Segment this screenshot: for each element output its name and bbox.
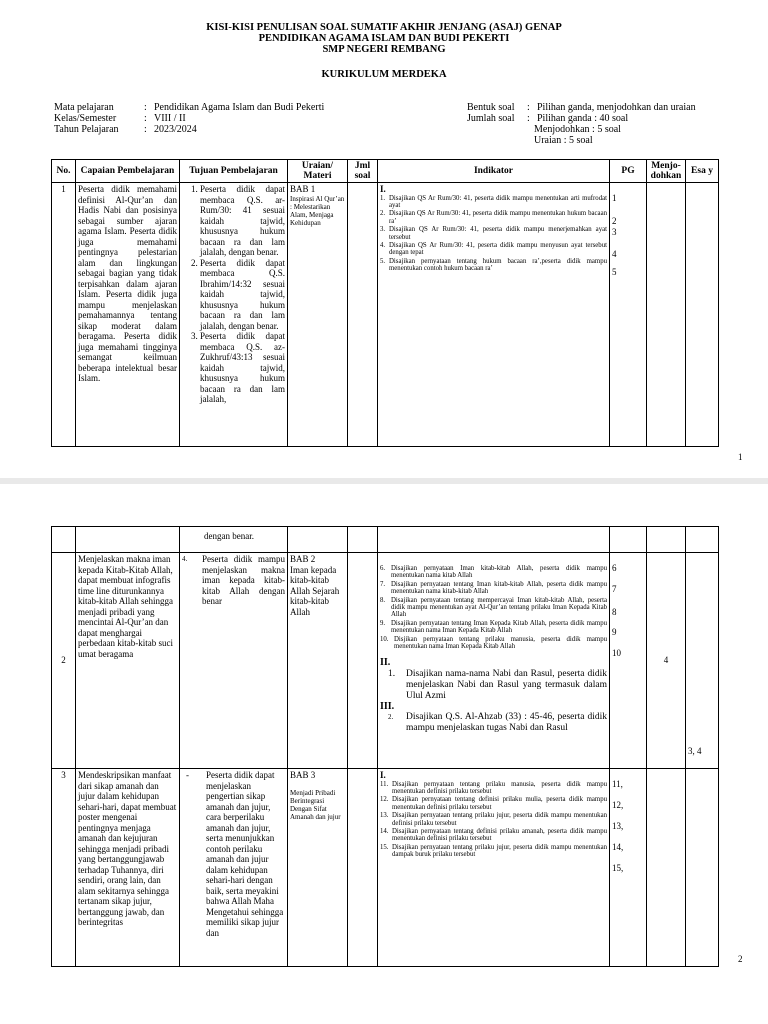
pg-number: 10 xyxy=(612,648,621,658)
row-esay: 3, 4 xyxy=(686,553,719,769)
kisi-table-p1 xyxy=(51,159,719,447)
col-esay: Esa y xyxy=(686,160,719,183)
year-label: Tahun Pelajaran xyxy=(54,124,119,135)
materi-title: BAB 2 xyxy=(290,554,316,564)
indicator-text: Disjikan pernyataan tentang prilaku manusia, peserta didik mampu menentukan nama Iman Kepada Kitab Allah xyxy=(394,635,607,651)
row-tp xyxy=(180,553,288,769)
class-value: VIII / II xyxy=(154,113,186,124)
indicator-number: 6. xyxy=(380,565,386,572)
page-number: 1 xyxy=(738,452,743,462)
indicator-number: 11. xyxy=(380,780,389,788)
indicator-number: 10. xyxy=(380,635,389,643)
pg-number: 3 xyxy=(612,227,617,237)
materi-title: BAB 3 xyxy=(290,770,316,780)
indicator-heading: I. xyxy=(380,770,386,780)
indicator-text: Disajikan pernyataan tentang mempercayai Iman kitab-kitab Allah, peserta didik mampu menentukan ayat Al-Qur’an tentang prilaku Iman Kepada Kitab Allah xyxy=(391,596,607,619)
col-cp: Capaian Pembelajaran xyxy=(76,160,180,183)
indicator-text: Disajikan pernyataan tentang definisi prilaku amanah, peserta didik mampu menentukan definisi prilaku tersebut xyxy=(392,827,607,843)
row-esay xyxy=(686,183,719,447)
row-pg xyxy=(610,553,647,769)
table-header-row xyxy=(52,160,719,183)
form-label: Bentuk soal xyxy=(467,102,515,113)
indicator-text: Disajikan pernyataan tentang prilaku jujur, peserta didik mampu menentukan dampak buruk prilaku tersebut xyxy=(392,843,607,859)
doc-title: KISI-KISI PENULISAN SOAL SUMATIF AKHIR JENJANG (ASAJ) GENAP xyxy=(206,22,562,33)
pg-number: 4 xyxy=(612,249,617,259)
kisi-table-p2 xyxy=(51,526,719,967)
materi-title: BAB 1 xyxy=(290,184,316,194)
indicator-number: 3. xyxy=(380,226,386,234)
count-menjodohkan: Menjodohkan : 5 soal xyxy=(534,124,621,135)
row-menjo: 4 xyxy=(647,553,686,769)
indicator-text: Disajikan Q.S. Al-Ahzab (33) : 45-46, peserta didik mampu menjelaskan tugas Nabi dan Rasul xyxy=(406,712,607,734)
pg-number: 6 xyxy=(612,563,617,573)
indicator-number: 7. xyxy=(380,580,386,588)
materi-body: Inspirasi Al Qur’an : Melestarikan Alam, Menjaga Kehidupan xyxy=(290,194,345,228)
indicator-text: Disajikan pernyataan tentang prilaku manusia, peserta didik mampu menentukan definisi prilaku tersebut xyxy=(392,780,607,795)
tp-item: 1. Peserta didik dapat membaca Q.S. ar-Rum/30: 41 sesuai kaidah tajwid, khususnya hukum bacaan ra dan lam jalalah, dengan benar. xyxy=(200,184,285,258)
row-materi xyxy=(288,183,348,447)
row-menjo xyxy=(647,769,686,967)
tp-item: 3. Peserta didik dapat membaca Q.S. az-Zukhruf/43:13 sesuai kaidah tajwid, khususnya hukum bacaan ra dan lam jalalah, xyxy=(200,331,285,405)
page-2 xyxy=(0,484,768,1024)
pg-number: 11, xyxy=(612,779,623,789)
school-name: SMP NEGERI REMBANG xyxy=(322,44,446,55)
subject-value: Pendidikan Agama Islam dan Budi Pekerti xyxy=(154,102,325,113)
indicator-heading: I. xyxy=(380,184,386,194)
info-left: Mata pelajaran : Pendidikan Agama Islam dan Budi Pekerti Kelas/Semester : VIII / II Tahun Pelajaran : 2023/2024 xyxy=(54,102,325,135)
tp-item: 2. Peserta didik dapat membaca Q.S. Ibrahim/14:32 sesuai kaidah tajwid, khususnya hukum bacaan ra dan lam jalalah, dengan benar. xyxy=(200,258,285,332)
row-pg xyxy=(610,769,647,967)
pg-number: 12, xyxy=(612,800,624,810)
table-row xyxy=(52,183,719,447)
materi-body: Iman kepada kitab-kitab Allah Sejarah kitab-kitab Allah xyxy=(290,564,340,617)
class-label: Kelas/Semester xyxy=(54,113,117,124)
indicator-text: Disajikan pernyataan tentang definisi prilaku mulia, peserta didik mampu menentukan definisi prilaku tersebut xyxy=(392,796,607,811)
materi-body: Menjadi Pribadi Berintegrasi Dengan Sifat Amanah dan jujur xyxy=(290,788,341,822)
row-indikator xyxy=(378,769,610,967)
row-esay xyxy=(686,769,719,967)
count-label: Jumlah soal xyxy=(467,113,515,124)
indicator-number: 14. xyxy=(380,827,389,835)
indicator-text: Disajikan pernyataan tentang Iman kitab-kitab Allah, peserta didik mampu menentukan nama kitab-kitab Allah xyxy=(391,580,607,596)
row-indikator xyxy=(378,183,610,447)
info-right: Bentuk soal : Pilihan ganda, menjodohkan dan uraian Jumlah soal : Pilihan ganda : 40 soal Menjodohkan : 5 soal Uraian : 5 soal xyxy=(467,102,696,146)
indicator-text: Disajikan nama-nama Nabi dan Rasul, peserta didik menjelaskan Nabi dan Rasul yang termasuk dalam Ulul Azmi xyxy=(406,668,607,701)
indicator-number: 2. xyxy=(388,713,394,722)
pg-number: 8 xyxy=(612,607,617,617)
count-uraian: Uraian : 5 soal xyxy=(534,135,593,146)
table-row xyxy=(52,769,719,967)
row-materi xyxy=(288,769,348,967)
pg-number: 2 xyxy=(612,216,617,226)
indicator-text: Disajikan QS Ar Rum/30: 41, peserta didik mampu menentukan hukum bacaan ra’ xyxy=(389,210,607,225)
indicator-text: Disajikan pernyataan Iman kitab-kitab Allah, peserta didik mampu menentukan nama kitab Allah xyxy=(391,565,607,580)
form-value: Pilihan ganda, menjodohkan dan uraian xyxy=(537,102,696,113)
page-number: 2 xyxy=(738,954,743,964)
pg-number: 13, xyxy=(612,821,624,831)
indicator-number: 15. xyxy=(380,843,389,851)
indicator-number: 5. xyxy=(380,257,386,265)
indicator-number: 8. xyxy=(380,596,386,604)
indicator-text: Disajikan pernyataan tentang hukum bacaan ra’,peserta didik mampu menentukan contoh hukum bacaan ra’ xyxy=(389,257,607,273)
row-menjo xyxy=(647,183,686,447)
indicator-number: 4. xyxy=(380,241,386,249)
col-jml: Jml soal xyxy=(348,160,378,183)
indicator-text: Disajikan QS Ar Rum/30: 41, peserta didik mampu menyusun ayat tersebut dengan tepat xyxy=(389,241,607,257)
pg-number: 5 xyxy=(612,267,617,277)
row-materi xyxy=(288,553,348,769)
indicator-number: 13. xyxy=(380,812,389,820)
pg-number: 15, xyxy=(612,863,624,873)
page-1 xyxy=(0,0,768,478)
indicator-text: Disajikan pernyataan tentang Iman Kepada Kitab Allah, peserta didik mampu menentukan nama Iman Kepada Kitab Allah xyxy=(391,619,607,635)
count-pg: Pilihan ganda : 40 soal xyxy=(537,113,629,124)
tp-item: Peserta didik mampu menjelaskan makna iman kepada kitab-kitab Allah dengan benar xyxy=(202,554,285,606)
tp-continuation: dengan benar. xyxy=(204,531,254,541)
doc-subtitle: PENDIDIKAN AGAMA ISLAM DAN BUDI PEKERTI xyxy=(258,33,510,44)
row-tp xyxy=(180,769,288,967)
pg-number: 14, xyxy=(612,842,624,852)
row-cp: Mendeskripsikan manfaat dari sikap amanah dan jujur dalam kehidupan sehari-hari, dapat membuat poster mengenai pentingnya menjaga amanah dan kejujuran sehingga menjadi pribadi yang bertanggungjawab terhadap Tuhannya, diri sendiri, orang lain, dan alam sekitarnya sehingga tertanam sikap jujur, bertanggung jawab, dan berintegritas xyxy=(76,769,180,967)
indicator-heading: II. xyxy=(380,657,391,669)
indicator-number: 9. xyxy=(380,619,386,627)
pg-number: 7 xyxy=(612,584,617,594)
indicator-text: Disajikan pernyataan tentang prilaku jujur, peserta didik mampu menentukan definisi prilaku tersebut xyxy=(392,812,607,827)
row-jml xyxy=(348,553,378,769)
tp-number: 4. xyxy=(182,555,188,563)
pg-number: 1 xyxy=(612,193,617,203)
table-row xyxy=(52,527,719,553)
row-tp xyxy=(180,183,288,447)
subject-label: Mata pelajaran xyxy=(54,102,114,113)
col-pg: PG xyxy=(610,160,647,183)
col-indikator: Indikator xyxy=(378,160,610,183)
curriculum-title: KURIKULUM MERDEKA xyxy=(321,69,447,80)
indicator-number: 12. xyxy=(380,796,389,804)
indicator-text: Disajikan QS Ar Rum/30: 41, peserta didik mampu menentukan arti mufrodat ayat xyxy=(389,194,607,209)
row-jml xyxy=(348,183,378,447)
tp-item: Peserta didik dapat menjelaskan pengertian sikap amanah dan jujur, cara berperilaku amanah dan jujur, serta menunjukkan contoh perilaku amanah dan jujur dalam kehidupan sehari-hari dengan baik, serta meyakini bahwa Allah Maha Mengetahui sehingga memiliki sikap jujur dan xyxy=(206,770,284,938)
row-no: 2 xyxy=(52,553,76,769)
row-no: 3 xyxy=(52,769,76,967)
row-pg xyxy=(610,183,647,447)
indicator-number: 1. xyxy=(388,668,396,679)
row-indikator xyxy=(378,553,610,769)
indicator-number: 2. xyxy=(380,210,386,218)
indicator-number: 1. xyxy=(380,194,386,202)
row-tp-cont xyxy=(180,527,288,553)
col-menjo: Menjo-dohkan xyxy=(647,160,686,183)
row-cp: Menjelaskan makna iman kepada Kitab-Kitab Allah, dapat membuat infografis time line diturunkannya kitab-kitab Allah sehingga menjadi pribadi yang mencintai Al-Qur’an dan dapat menghargai perbedaan kitab-kitab suci umat beragama xyxy=(76,553,180,769)
col-tp: Tujuan Pembelajaran xyxy=(180,160,288,183)
pg-number: 9 xyxy=(612,627,617,637)
row-cp: Peserta didik memahami definisi Al-Qur’an dan Hadis Nabi dan posisinya sebagai sumber ajaran agama Islam. Peserta didik juga memahami pentingnya pelestarian alam dan lingkungan sebagai bagian yang tidak terpisahkan dalam ajaran Islam. Peserta didik juga mampu menjelaskan pemahamannya tentang sikap moderat dalam beragama. Peserta didik juga memahami tingginya semangat keilmuan beberapa intelektual besar Islam. xyxy=(76,183,180,447)
tp-number: - xyxy=(186,770,189,780)
indicator-text: Disajikan QS Ar Rum/30: 41, peserta didik mampu menerjemahkan ayat tersebut xyxy=(389,226,607,241)
row-no: 1 xyxy=(52,183,76,447)
year-value: 2023/2024 xyxy=(154,124,197,135)
table-row xyxy=(52,553,719,769)
row-jml xyxy=(348,769,378,967)
col-materi: Uraian/ Materi xyxy=(288,160,348,183)
indicator-heading: III. xyxy=(380,700,395,712)
col-no: No. xyxy=(52,160,76,183)
